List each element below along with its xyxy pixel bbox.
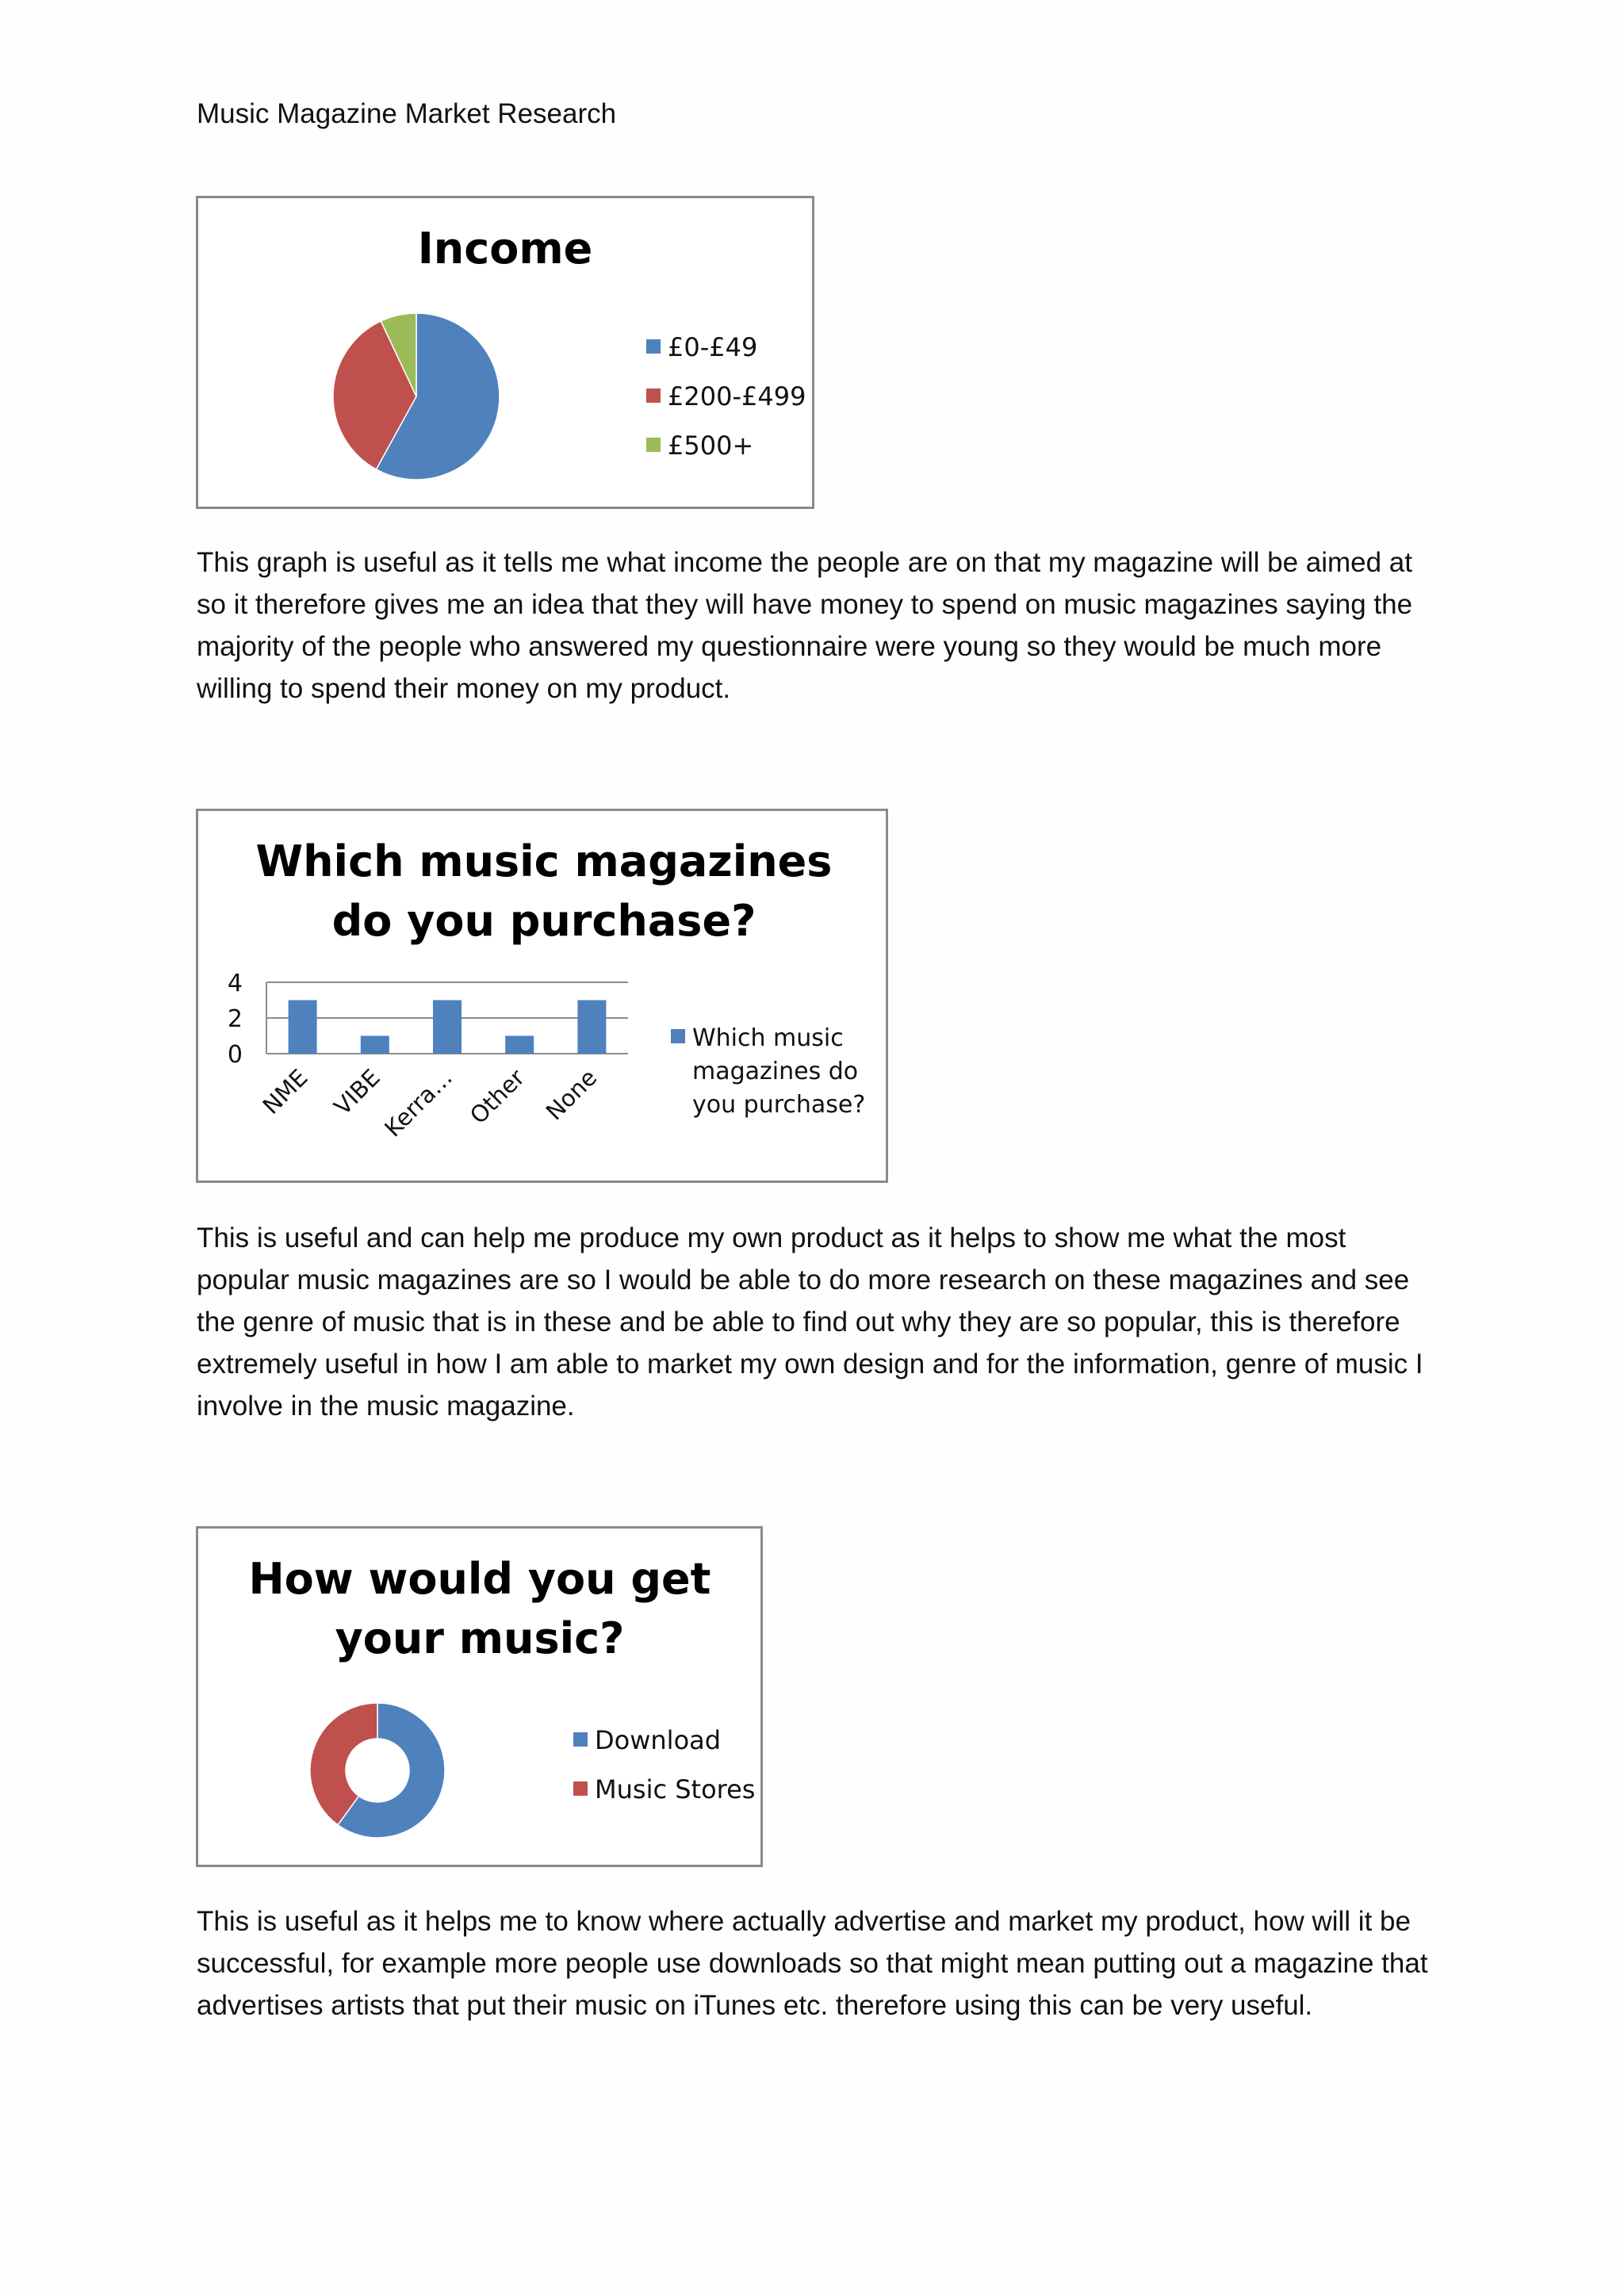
music-chart bbox=[196, 1526, 763, 1867]
paragraph-line: so it therefore gives me an idea that they will have money to spend on music magazines saying the bbox=[197, 589, 1413, 620]
x-tick-label: VIBE bbox=[328, 1063, 385, 1121]
legend-swatch bbox=[573, 1781, 588, 1796]
bar-kerra bbox=[433, 1001, 462, 1054]
y-tick-label: 4 bbox=[227, 970, 243, 997]
income-chart-title: Income bbox=[417, 224, 593, 274]
paragraph-line: advertises artists that put their music on iTunes etc. therefore using this can be very useful. bbox=[197, 1990, 1313, 2021]
magazines-chart-title-line: Which music magazines bbox=[255, 836, 833, 886]
x-tick-label: Kerra… bbox=[379, 1063, 458, 1142]
paragraph-line: popular music magazines are so I would be able to do more research on these magazines and see bbox=[197, 1265, 1410, 1295]
x-tick-label: None bbox=[540, 1063, 603, 1126]
x-tick-label: NME bbox=[257, 1063, 313, 1119]
magazines-chart-title-line: do you purchase? bbox=[331, 896, 756, 946]
paragraph-line: majority of the people who answered my questionnaire were young so they would be much more bbox=[197, 631, 1382, 662]
magazines-chart bbox=[196, 809, 888, 1183]
paragraph-magazines bbox=[197, 1217, 1434, 1427]
paragraph-music bbox=[197, 1900, 1434, 2026]
income-chart-svg bbox=[198, 198, 812, 507]
page-heading: Music Magazine Market Research bbox=[197, 98, 617, 129]
music-chart-title-line: your music? bbox=[335, 1613, 625, 1663]
x-tick-label: Other bbox=[464, 1063, 530, 1130]
paragraph-line: extremely useful in how I am able to market my own design and for the information, genre of music I bbox=[197, 1349, 1423, 1380]
paragraph-line: involve in the music magazine. bbox=[197, 1391, 575, 1422]
legend-label: £500+ bbox=[668, 430, 754, 461]
paragraph-line: This is useful as it helps me to know where actually advertise and market my product, how will it be bbox=[197, 1906, 1411, 1937]
legend-label: £0-£49 bbox=[668, 332, 758, 362]
paragraph-line: willing to spend their money on my product. bbox=[197, 673, 731, 704]
legend-swatch bbox=[573, 1732, 588, 1747]
income-chart bbox=[196, 196, 814, 509]
bar-nme bbox=[289, 1001, 317, 1054]
legend-swatch bbox=[646, 438, 661, 452]
legend-label: magazines do bbox=[692, 1058, 859, 1085]
paragraph-line: the genre of music that is in these and be able to find out why they are so popular, this is therefore bbox=[197, 1307, 1400, 1337]
y-tick-label: 0 bbox=[227, 1041, 243, 1069]
legend-label: you purchase? bbox=[692, 1091, 866, 1119]
legend-label: Which music bbox=[692, 1024, 844, 1052]
legend-label: Download bbox=[595, 1725, 722, 1755]
legend-swatch bbox=[646, 388, 661, 403]
paragraph-income bbox=[197, 541, 1434, 710]
legend-label: £200-£499 bbox=[668, 381, 806, 411]
paragraph-line: This graph is useful as it tells me what income the people are on that my magazine will be aimed at bbox=[197, 547, 1412, 578]
music-chart-svg bbox=[198, 1529, 760, 1865]
paragraph-line: This is useful and can help me produce my own product as it helps to show me what the most bbox=[197, 1223, 1346, 1253]
music-chart-title-line: How would you get bbox=[248, 1554, 711, 1604]
y-tick-label: 2 bbox=[227, 1005, 243, 1033]
bar-other bbox=[505, 1036, 534, 1054]
legend-swatch bbox=[646, 339, 661, 354]
bar-none bbox=[577, 1001, 606, 1054]
legend-label: Music Stores bbox=[595, 1774, 756, 1804]
legend-swatch bbox=[671, 1029, 685, 1043]
magazines-chart-svg bbox=[198, 811, 886, 1181]
bar-vibe bbox=[361, 1036, 389, 1054]
paragraph-line: successful, for example more people use downloads so that might mean putting out a magazine that bbox=[197, 1948, 1428, 1979]
